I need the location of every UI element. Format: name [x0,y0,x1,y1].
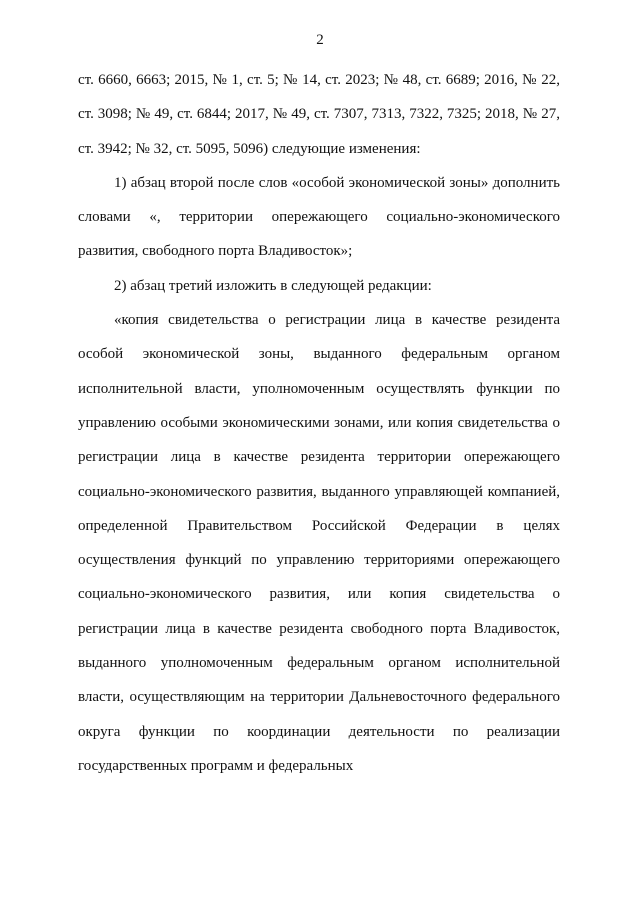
document-body [78,63,560,783]
paragraph-quoted-text: «копия свидетельства о регистрации лица в качестве резидента особой экономической зоны, выданного федеральным органом исполнительной власти, уполномоченным осуществлять функции по управлению особыми экономическими зонами, или копия свидетельства о регистрации лица в качестве резидента территории опережающего социально-экономического развития, выданного управляющей компанией, определенной Правительством Российской Федерации в целях осуществления функций по управлению территориями опережающего социально-экономического развития, или копия свидетельства о регистрации лица в качестве резидента свободного порта Владивосток, выданного уполномоченным федеральным органом исполнительной власти, осуществляющим на территории Дальневосточного федерального округа функции по координации деятельности по реализации государственных программ и федеральных [78,312,560,774]
paragraph-citation-continuation: ст. 6660, 6663; 2015, № 1, ст. 5; № 14, ст. 2023; № 48, ст. 6689; 2016, № 22, ст. 3098; № 49, ст. 6844; 2017, № 49, ст. 7307, 7313, 7322, 7325; 2018, № 27, ст. 3942; № 32, ст. 5095, 5096) следующие изменения: [78,72,560,157]
page-number: 2 [316,32,324,48]
paragraph-item-1: 1) абзац второй после слов «особой экономической зоны» дополнить словами «, территории опережающего социально-экономического развития, свободного порта Владивосток»; [78,174,560,260]
paragraph-item-2: 2) абзац третий изложить в следующей редакции: [114,277,432,294]
